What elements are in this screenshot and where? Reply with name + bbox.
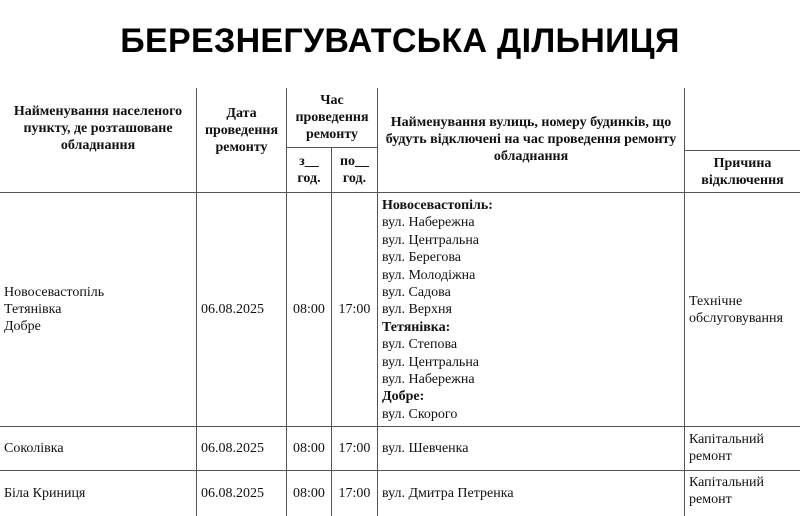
row3-streets [378, 471, 685, 516]
row2-from [287, 427, 332, 471]
row1-to [332, 193, 378, 427]
place-name: Добре: [382, 389, 425, 405]
row1-from [287, 193, 332, 427]
header-time-label: Час проведення ремонту [295, 93, 369, 142]
street-item: вул. Степова [382, 337, 458, 353]
row2-reason-text: Капітальний ремонт [689, 432, 765, 464]
row1-reason [685, 193, 800, 427]
row2-settlement [0, 427, 197, 471]
header-time [287, 88, 378, 148]
street-item: вул. Берегова [382, 250, 462, 266]
row3-date [197, 471, 287, 516]
row3-reason [685, 471, 800, 516]
place-name: Новосевастопіль: [382, 198, 493, 213]
page-title: БЕРЕЗНЕГУВАТСЬКА ДІЛЬНИЦЯ [120, 22, 680, 60]
row3-from-text: 08:00 [293, 486, 325, 501]
header-date [197, 88, 287, 193]
row1-to-text: 17:00 [338, 302, 371, 317]
row2-street-text: вул. Шевченка [382, 441, 469, 456]
row1-settlement [0, 193, 197, 427]
header-date-label: Дата проведення ремонту [204, 105, 279, 155]
header-reason-label: Причина відключення [701, 155, 784, 188]
street-item: вул. Садова [382, 285, 451, 301]
row3-reason-text: Капітальний ремонт [689, 475, 765, 507]
row1-date [197, 193, 287, 427]
street-item: вул. Центральна [382, 354, 480, 370]
row2-settlement-text: Соколівка [4, 441, 64, 456]
header-to-label: по__ год. [339, 154, 370, 186]
header-from-label: з__ год. [297, 154, 321, 186]
header-settlement-label: Найменування населеного пункту, де розташоване обладнання [13, 103, 183, 153]
row1-settlement-text: Новосевастопіль Тетянівка Добре [4, 285, 105, 334]
row3-from [287, 471, 332, 516]
row2-date [197, 427, 287, 471]
row3-settlement-text: Біла Криниця [4, 486, 86, 501]
row3-date-text: 06.08.2025 [201, 486, 264, 501]
street-item: вул. Набережна [382, 215, 475, 231]
row1-reason-text: Технічне обслуговування [689, 293, 783, 326]
street-item: вул. Центральна [382, 232, 480, 248]
header-streets-label: Найменування вулиць, номеру будинків, що будуть відключені на час проведення ремонту обладнання [385, 115, 677, 164]
row1-date-text: 06.08.2025 [201, 302, 264, 317]
header-from [287, 148, 332, 193]
row2-from-text: 08:00 [293, 441, 325, 456]
row3-to [332, 471, 378, 516]
header-streets [378, 88, 685, 193]
row2-streets [378, 427, 685, 471]
place-name: Тетянівка: [382, 319, 451, 335]
header-reason [685, 150, 800, 193]
row1-streets [378, 193, 685, 427]
street-item: вул. Верхня [382, 302, 452, 318]
row2-to-text: 17:00 [338, 441, 371, 456]
outage-schedule-table [0, 88, 800, 516]
row3-settlement [0, 471, 197, 516]
header-to [332, 148, 378, 193]
street-item: вул. Молодіжна [382, 267, 476, 283]
street-item: вул. Скорого [382, 406, 458, 422]
row2-date-text: 06.08.2025 [201, 441, 264, 456]
row1-from-text: 08:00 [293, 302, 325, 317]
row2-to [332, 427, 378, 471]
row2-reason [685, 427, 800, 471]
header-settlement [0, 88, 197, 193]
street-item: вул. Набережна [382, 372, 475, 388]
row3-to-text: 17:00 [338, 486, 371, 501]
row3-street-text: вул. Дмитра Петренка [382, 486, 514, 501]
